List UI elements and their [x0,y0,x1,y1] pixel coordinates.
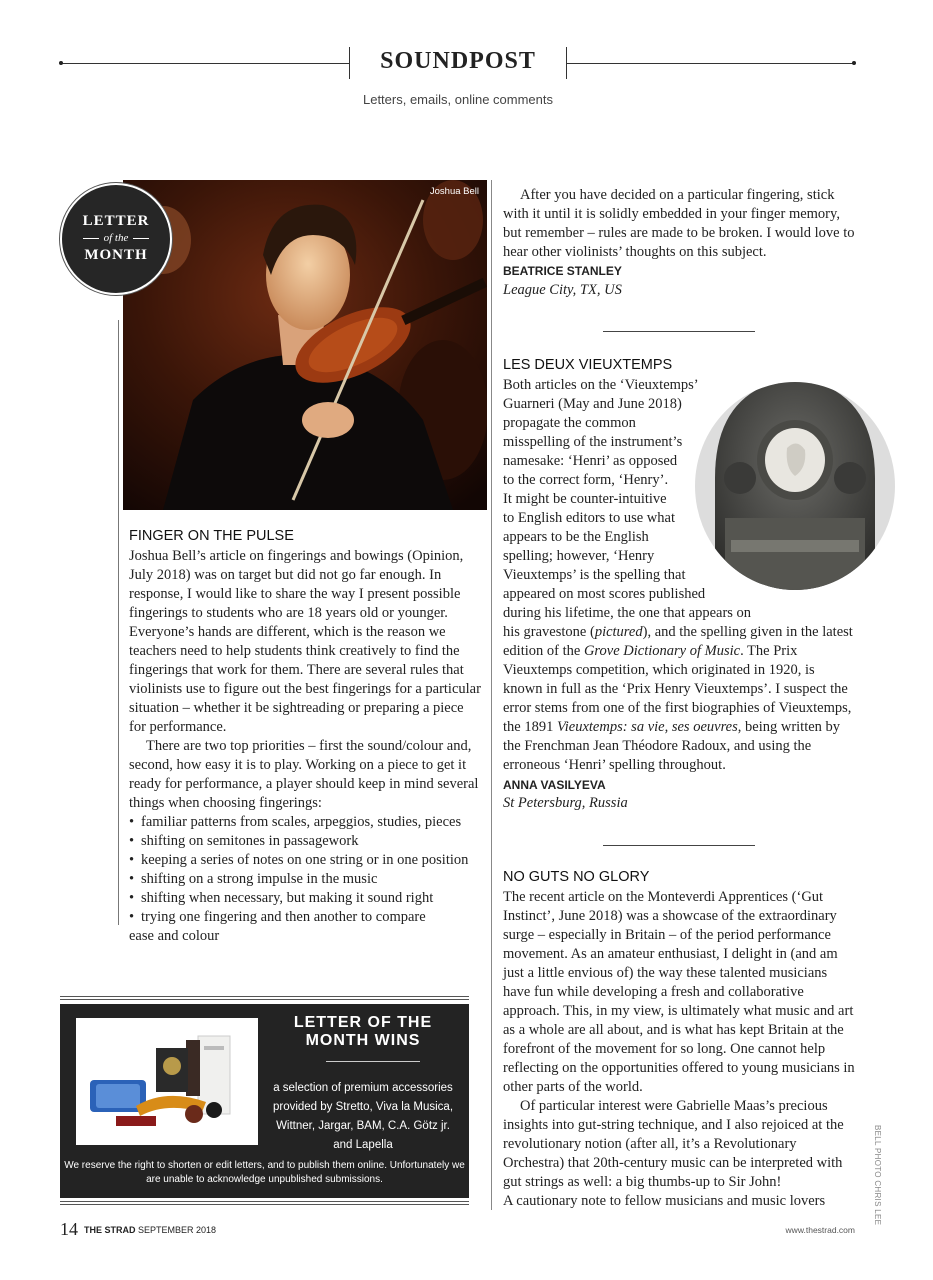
letter-2-body [503,623,855,775]
letter-2-paragraph [503,623,855,775]
list-item: • shifting on a strong impulse in the music [129,870,481,889]
text-run-italic: pictured [594,624,643,640]
text-line: appeared on most scores published [503,586,706,602]
list-item: • shifting when necessary, but making it sound right [129,889,481,908]
header-rule-dot-right [852,61,856,65]
text-line: appears to be the English [503,529,649,545]
text-run-italic: Grove Dictionary of Music [583,643,741,659]
separator [603,331,755,332]
letter-3-body [503,888,855,1211]
text-line: spelling; however, ‘Henry [503,548,655,564]
column-divider [491,180,492,1210]
header-rule-dot-left [59,61,63,65]
letter-2-heading: LES DEUX VIEUXTEMPS [503,357,673,373]
letter-1-heading: FINGER ON THE PULSE [129,528,294,544]
magazine-name: THE STRAD [84,1225,136,1235]
prize-title-rule [326,1061,420,1062]
letter-2-author: ANNA VASILYEVA [503,778,606,792]
letter-1-paragraph-2: There are two top priorities – first the sound/colour and, second, how easy it is to play. Working on a piece to get it ready for performance, a player should keep in mind several things when choosing fingerings: [129,738,479,811]
text-line: It might be counter-intuitive [503,491,667,507]
text-run: . The Prix Vieuxtemps competition, which originated in 1920, is known in full as the ‘Prix Henry Vieuxtemps’. I suspect the error stems from one of the first biographies of Vieuxtemps, the 1891 [503,643,852,735]
letter-1-paragraph-3: After you have decided on a particular fingering, stick with it until it is solidly embedded in your finger memory, but remember – rules are made to be broken. I would love to hear other violinists’ thoughts on this subject. [503,187,855,260]
section-subtitle: Letters, emails, online comments [362,92,554,107]
website-link[interactable]: www.thestrad.com [785,1225,855,1235]
letter-1-body [129,547,481,946]
list-continuation: ease and colour [129,928,220,944]
text-line: Both articles on the ‘Vieuxtemps’ [503,377,699,393]
gravestone-illustration [695,368,895,590]
text-line: misspelling of the instrument’s [503,434,683,450]
letter-1-location: League City, TX, US [503,282,622,298]
text-line: Guarneri (May and June 2018) [503,396,682,412]
list-item: • familiar patterns from scales, arpeggios, studies, pieces [129,813,481,832]
letter-2-location: St Petersburg, Russia [503,795,628,811]
violinist-illustration [123,180,487,510]
text-run: his gravestone ( [503,624,595,640]
text-run: ), and the spelling given in the latest edition of the [503,624,853,659]
magazine-issue [84,1225,216,1235]
badge-line-3: MONTH [84,247,148,263]
accessories-photo [76,1018,258,1145]
prize-box [60,1004,469,1198]
list-item: • shifting on semitones in passagework [129,832,481,851]
letter-1-paragraph-1: Joshua Bell’s article on fingerings and bowings (Opinion, July 2018) was on target but did not go far enough. In response, I would like to share the way I present possible fingerings to students who are 18 years old or younger. Everyone’s hands are different, which is the reason we teachers need to help students think creatively to find the fingerings that work for them. There are several rules that violinists use to figure out the best fingerings for a particular situation – whether it be sightreading or preparing a piece for performance. [129,548,481,735]
header-rule-left [60,63,349,64]
letter-3-heading: NO GUTS NO GLORY [503,869,650,885]
list-item: • trying one fingering and then another to compare [129,908,481,927]
text-line: namesake: ‘Henri’ as opposed [503,453,678,469]
photo-caption: Joshua Bell [429,186,479,197]
prize-rule-bottom-2 [60,1204,469,1205]
section-title: SOUNDPOST [380,48,536,74]
letter-1-author: BEATRICE STANLEY [503,264,622,278]
text-line: to English editors to use what [503,510,675,526]
text-run: , being written by the Frenchman Jean Théodore Radoux, and using the erroneous ‘Henri’ spelling throughout. [503,719,841,773]
page-number: 14 [60,1219,78,1239]
text-run-italic: Vieuxtemps: sa vie, ses oeuvres [556,719,738,735]
text-line: to the correct form, ‘Henry’. [503,472,669,488]
letter-of-the-month-badge [60,183,172,295]
violinist-photo [123,180,487,510]
text-line: during his lifetime, the one that appears on [503,605,752,621]
prize-rule-top [60,996,469,997]
fingering-list [129,813,481,927]
prize-description: a selection of premium accessories provided by Stretto, Viva la Musica, Wittner, Jargar, BAM, C.A. Götz jr. and Lapella [272,1082,454,1151]
photo-credit: BELL PHOTO CHRIS LEE [873,1125,882,1226]
header-rule-right [567,63,854,64]
letter-3-paragraph-2: Of particular interest were Gabrielle Maas’s precious insights into gut-string technique, and I also rejoiced at the revolutionary notion (after all, it’s a Revolutionary Orchestra) that 20th-century music can be interpreted with gut strings as well: a big thumbs-up to Sir John! [503,1098,844,1190]
prize-title: LETTER OF THE MONTH WINS [293,1014,433,1049]
letter-3-paragraph-3: A cautionary note to fellow musicians and music lovers [503,1193,826,1209]
badge-line-2: of the [62,232,170,244]
text-line: propagate the common [503,415,636,431]
issue-date: SEPTEMBER 2018 [138,1225,217,1235]
prize-rule-top-2 [60,999,469,1000]
list-item: • keeping a series of notes on one string or in one position [129,851,481,870]
gravestone-photo [695,368,895,590]
badge-line-1: LETTER [82,213,150,229]
left-column-rule [118,320,119,925]
separator [603,845,755,846]
text-line: Vieuxtemps’ is the spelling that [503,567,686,583]
accessories-illustration [76,1018,258,1145]
submission-note: We reserve the right to shorten or edit letters, and to publish them online. Unfortunately we are unable to acknowledge unpublished submissions. [64,1160,465,1185]
letter-1-continued [503,186,855,262]
letter-3-paragraph-1: The recent article on the Monteverdi Apprentices (‘Gut Instinct’, June 2018) was a showcase of the extraordinary surge – especially in Britain – of the period performance movement. As an amateur enthusiast, I delight in (and am just a little envious of) the way these talented musicians have fun while developing a fresh and collaborative approach. This, in my view, is ultimately what music and art as a whole are all about, and is what has kept Britain at the forefront of the movement for so long. One cannot help reflecting on the opportunities offered to young musicians in other parts of the world. [503,889,855,1095]
prize-rule-bottom [60,1201,469,1202]
